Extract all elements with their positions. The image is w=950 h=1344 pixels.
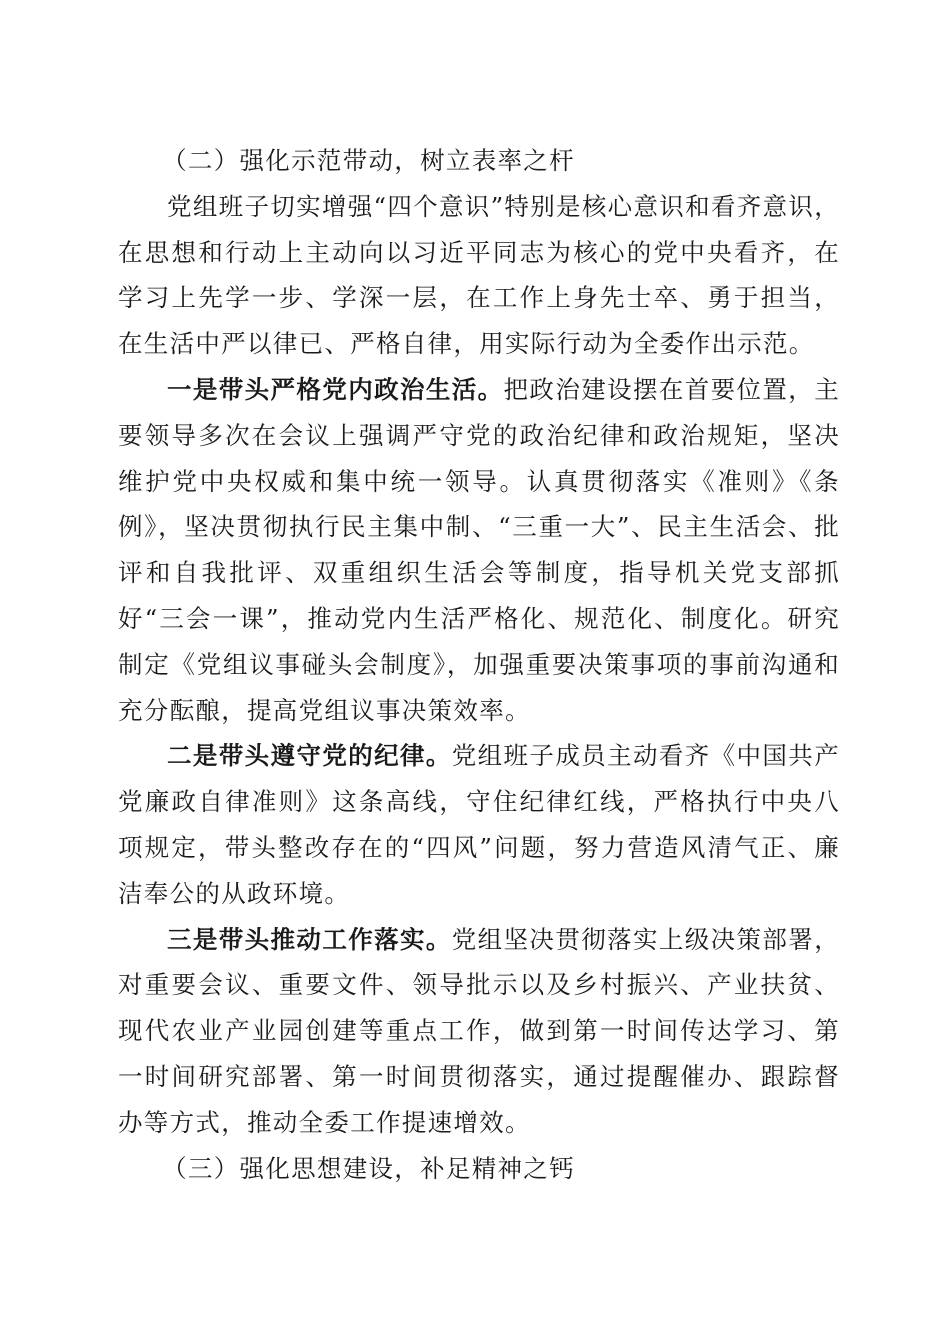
point-2-text: 党组班子成员主动看齐《中国共产党廉政自律准则》这条高线，守住纪律红线，严格执行中央八项规定，带头整改存在的“四风”问题，努力营造风清气正、廉洁奉公的从政环境。 — [118, 741, 840, 908]
section-heading-2: （二）强化示范带动，树立表率之杆 — [162, 146, 575, 175]
point-3-paragraph — [118, 917, 840, 1146]
point-3-text: 党组坚决贯彻落实上级决策部署，对重要会议、重要文件、领导批示以及乡村振兴、产业扶贫、现代农业产业园创建等重点工作，做到第一时间传达学习、第一时间研究部署、第一时间贯彻落实，通过提醒催办、跟踪督办等方式，推动全委工作提速增效。 — [118, 924, 840, 1137]
intro-paragraph: 党组班子切实增强“四个意识”特别是核心意识和看齐意识，在思想和行动上主动向以习近平同志为核心的党中央看齐，在学习上先学一步、学深一层，在工作上身先士卒、勇于担当，在生活中严以律已、严格自律，用实际行动为全委作出示范。 — [118, 191, 840, 359]
section-heading-3: （三）强化思想建设，补足精神之钙 — [162, 1153, 575, 1183]
point-1-text: 把政治建设摆在首要位置，主要领导多次在会议上强调严守党的政治纪律和政治规矩，坚决维护党中央权威和集中统一领导。认真贯彻落实《准则》《条例》，坚决贯彻执行民主集中制、“三重一大”、民主生活会、批评和自我批评、双重组织生活会等制度，指导机关党支部抓好“三会一课”，推动党内生活严格化、规范化、制度化。研究制定《党组议事碰头会制度》，加强重要决策事项的事前沟通和充分酝酿，提高党组议事决策效率。 — [118, 374, 840, 725]
point-2-lead: 二是带头遵守党的纪律。 — [167, 741, 452, 771]
point-3-lead: 三是带头推动工作落实。 — [167, 924, 452, 954]
document-body — [118, 138, 840, 1191]
point-2-paragraph — [118, 733, 840, 916]
point-1-lead: 一是带头严格党内政治生活。 — [167, 374, 504, 404]
point-1-paragraph — [118, 367, 840, 733]
